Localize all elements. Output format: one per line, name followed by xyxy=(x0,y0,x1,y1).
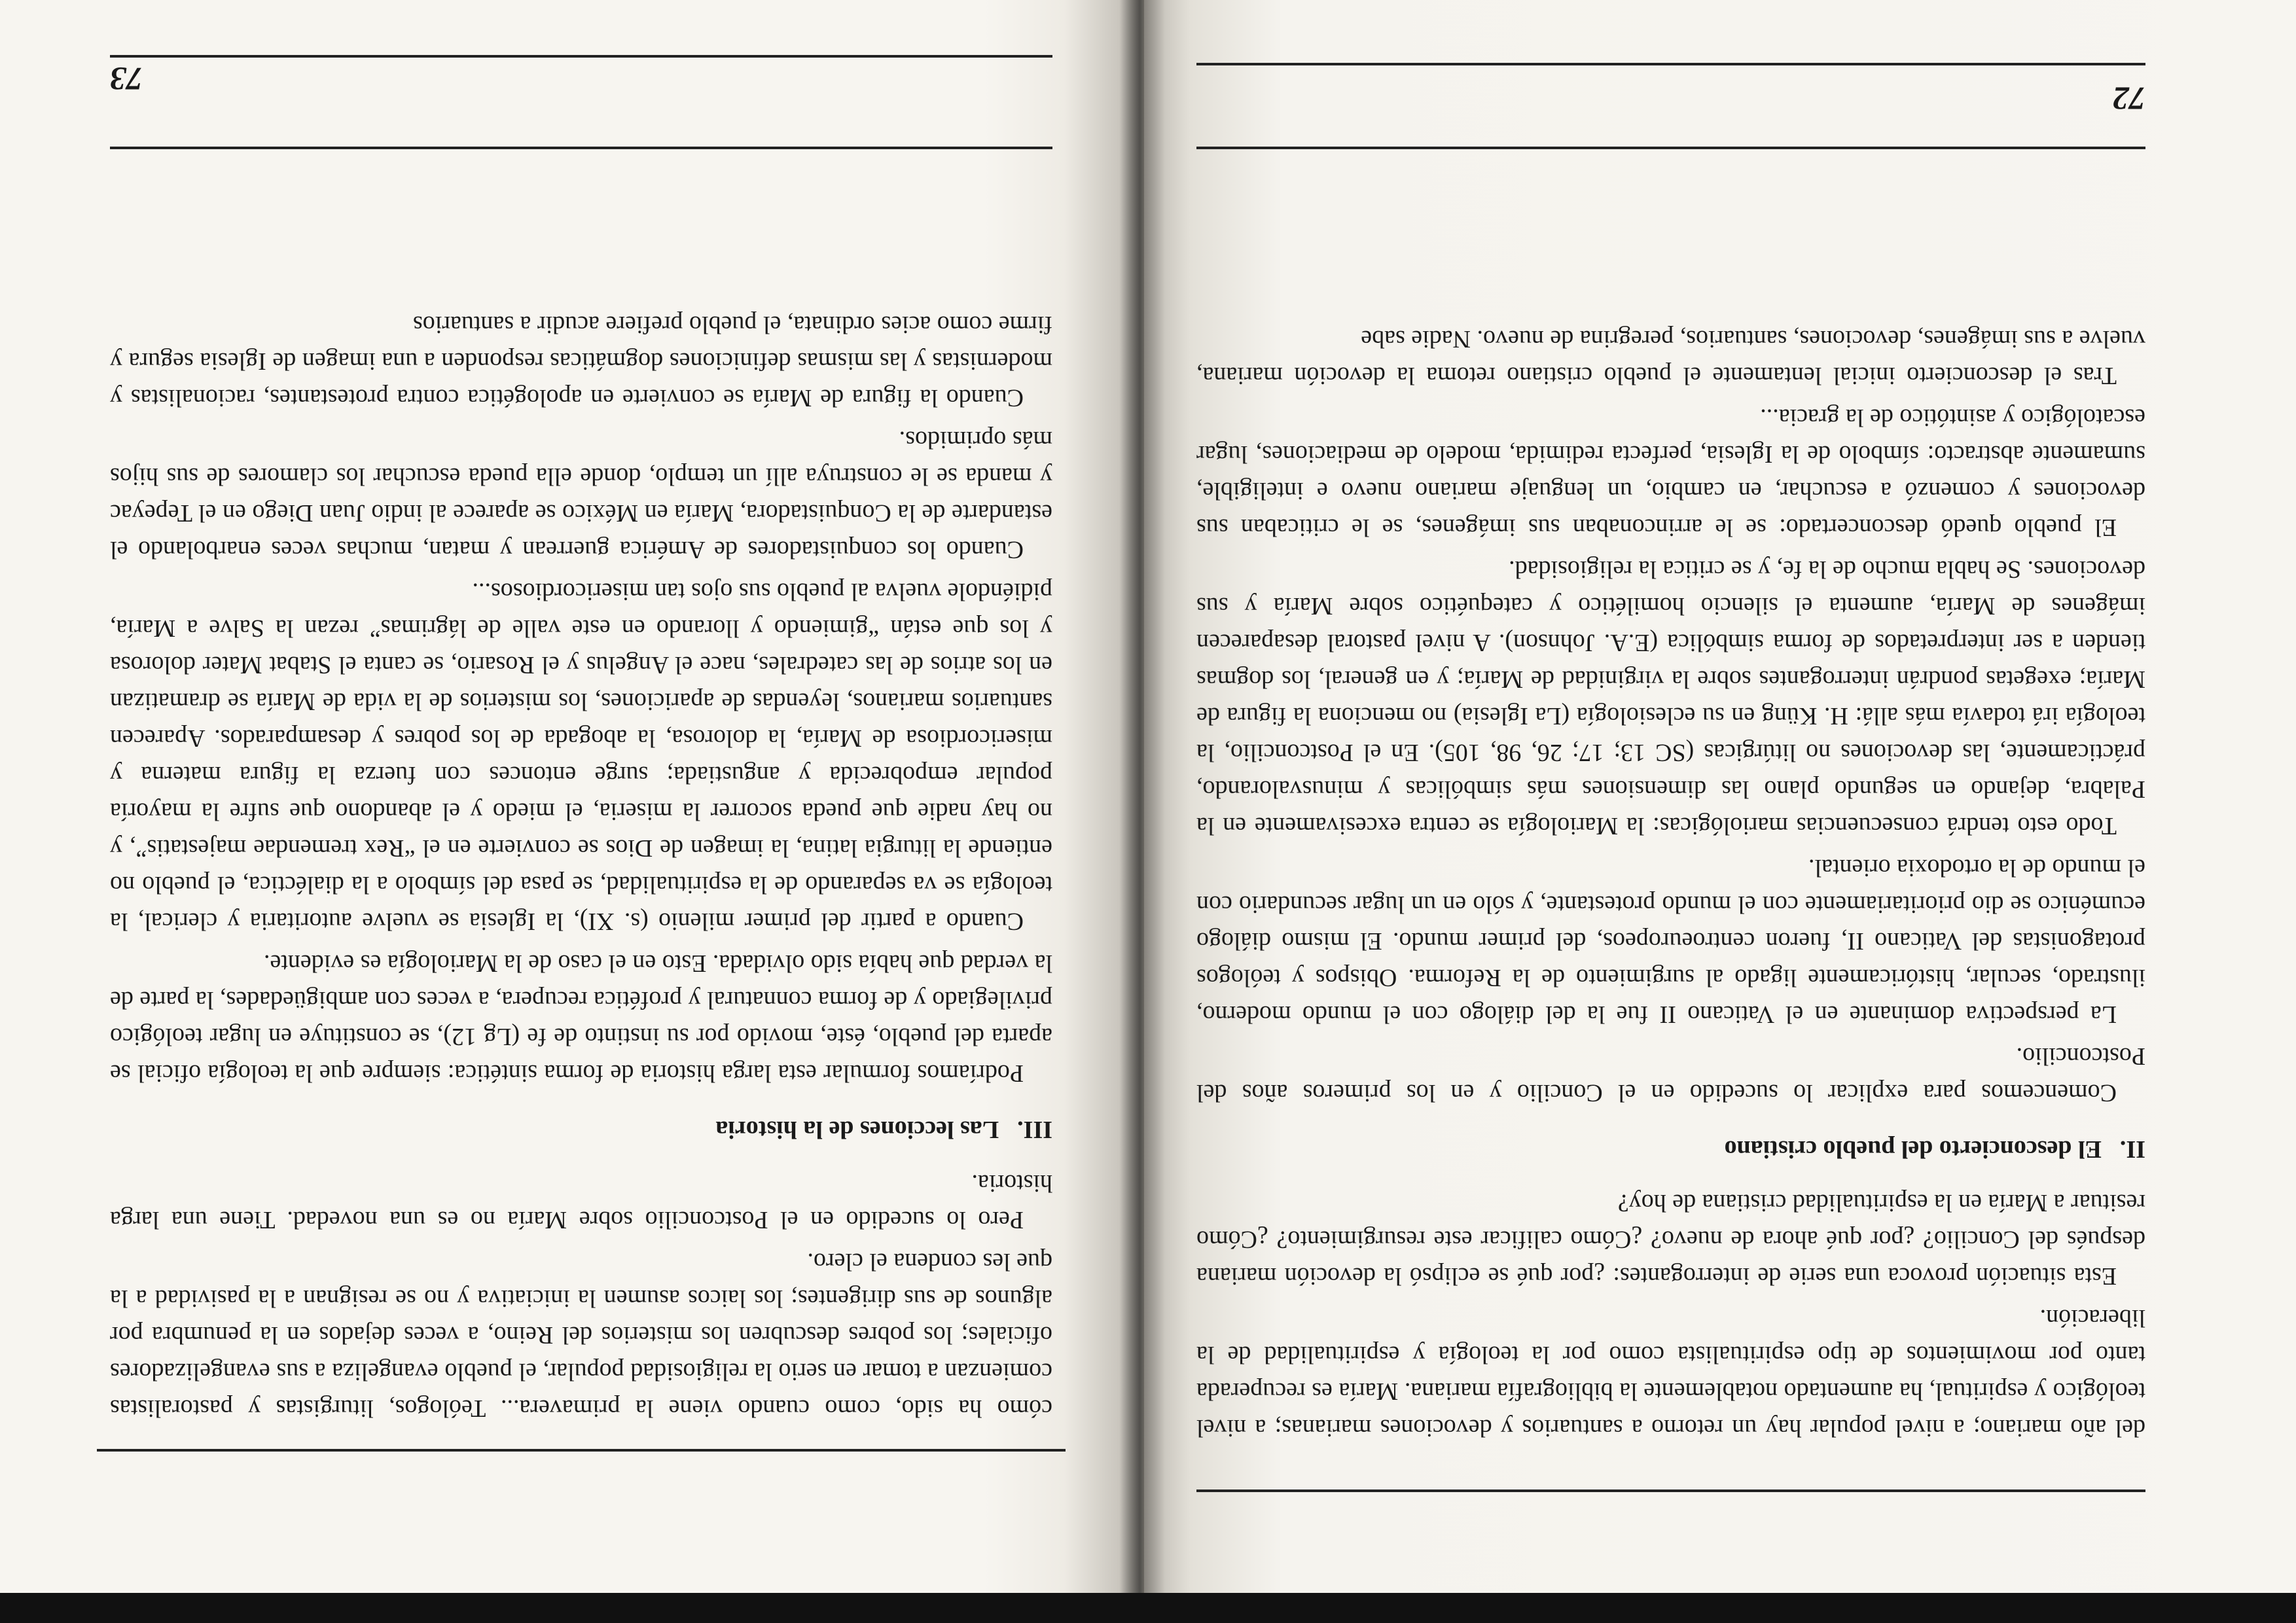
page-number: 73 xyxy=(110,61,143,98)
paragraph: Comencemos para explicar lo sucedido en el Concilio y en los primeros años del Postconcilio. xyxy=(1196,1043,2145,1107)
page-number: 72 xyxy=(2113,80,2145,117)
page-72-text xyxy=(1196,315,2145,1446)
section-number: II. xyxy=(2119,1135,2145,1163)
page-72 xyxy=(1144,0,2296,1623)
section-heading xyxy=(110,1111,1052,1148)
paragraph: Esta situación provoca una serie de interrogantes: ¿por qué se eclipsó la devoción mariana después del Concilio? ¿por qué ahora de nuevo? ¿Cómo calificar este resurgimiento? ¿Cómo resituar a María en la espiritualidad cristiana de hoy? xyxy=(1196,1189,2145,1290)
top-rule xyxy=(97,1449,1066,1452)
page-73 xyxy=(0,0,1144,1623)
section-title: El desconcierto del pueblo cristiano xyxy=(1724,1135,2102,1163)
top-rule xyxy=(1196,1489,2145,1492)
paragraph: Todo esto tendrá consecuencias mariológicas: la Mariología se centra excesivamente en la Palabra, dejando en segundo plano las dimensiones más simbólicas y minusvalorando, prácticamente, las devociones no litúrgicas (SC 13; 17; 26, 98, 105). En el Postconcilio, la teología irá todavía más allá: H. Küng en su eclesiología (La Iglesia) no menciona la figura de María; exegetas pondrán interrogantes sobre la virginidad de María; y en general, los dogmas tienden a ser interpretados de forma simbólica (E.A. Johnson). A nivel pastoral desaparecen imágenes de María, aumenta el silencio homilético y catequético sobre María y sus devociones. Se habla mucho de la fe, y se critica la religiosidad. xyxy=(1196,556,2145,840)
paragraph: La perspectiva dominante en el Vaticano II fue la del diálogo con el mundo moderno, ilustrado, secular, históricamente ligado al surgimiento de la Reforma. Obispos y teólogos protagonistas del Vaticano II, fueron centroeuropeos, del primer mundo. El mismo diálogo ecuménico se dio prioritariamente con el mundo protestante, y sólo en un lugar secundario con el mundo de la ortodoxia oriental. xyxy=(1196,854,2145,1028)
paragraph: Pero lo sucedido en el Postconcilio sobre María no es una novedad. Tiene una larga historia. xyxy=(110,1169,1052,1234)
paragraph: Podríamos formular esta larga historia de forma sintética: siempre que la teología oficial se aparta del pueblo, éste, movido por su instinto de fe (Lg 12), se constituye en lugar teológico privilegiado y de forma connatural y profética recupera, a veces con ambigüedades, la parte de la verdad que había sido olvidada. Esto en el caso de la Mariología es evidente. xyxy=(110,950,1052,1087)
paragraph: El pueblo quedó desconcertado: se le arrinconaban sus imágenes, se le criticaban sus devociones y comenzó a escuchar, en cambio, un lenguaje mariano nuevo e inteligible, sumamente abstracto: símbolo de la Iglesia, perfecta redimida, modelo de mediaciones, lugar escatológico y asintótico de la gracia... xyxy=(1196,404,2145,541)
footer-rule xyxy=(110,147,1052,149)
section-title: Las lecciones de la historia xyxy=(715,1116,999,1143)
section-number: III. xyxy=(1017,1116,1052,1143)
paragraph: Cuando a partir del primer milenio (s. XI), la Iglesia se vuelve autoritaria y clerical, la teología se va separando de la espiritualidad, se pasa del símbolo a la dialéctica, el pueblo no entiende la liturgia latina, la imagen de Dios se convierte en el “Rex tremendae majestatis”, y no hay nadie que pueda socorrer la miseria, el miedo y el abandono que sufre la mayoría popular empobrecida y angustiada; surge entonces con fuerza la figura materna y misericordiosa de María, la dolorosa, la abogada de los pobres y desamparados. Aparecen santuarios marianos, leyendas de apariciones, los misterios de la vida de María se dramatizan en los atrios de las catedrales, nace el Angelus y el Rosario, se canta el Stabat Mater dolorosa y los que están “gimiendo y llorando en este valle de lágrimas” rezan la Salve a María, pidiéndole vuelva al pueblo sus ojos tan misericordiosos... xyxy=(110,578,1052,935)
paragraph: Tras el desconcierto inicial lentamente el pueblo cristiano retoma la devoción mariana, vuelve a sus imágenes, devociones, santuarios, peregrina de nuevo. Nadie sabe xyxy=(1196,325,2145,389)
paragraph: del año mariano; a nivel popular hay un retorno a santuarios y devociones marianas; a nivel teológico y espiritual, ha aumentado notablemente la bibliografía mariana. María es recuperada tanto por movimientos de tipo espiritualista como por la teología y espiritualidad de la liberación. xyxy=(1196,1304,2145,1442)
paragraph: cómo ha sido, como cuando viene la primavera... Teólogos, liturgistas y pastoralistas comienzan a tomar en serio la religiosidad popular, el pueblo evangeliza a sus evangelizadores oficiales; los pobres descubren los misterios del Reino, a veces dejados en la penumbra por algunos de sus dirigentes; los laicos asumen la iniciativa y no se resignan a la pasividad a la que les condena el clero. xyxy=(110,1248,1052,1422)
page-73-text xyxy=(110,301,1052,1427)
footer-rule-lower xyxy=(110,55,1052,58)
book-gutter xyxy=(1119,0,1165,1623)
paragraph: Cuando los conquistadores de América guerrean y matan, muchas veces enarbolando el estandarte de la Conquistadora, María en México se aparece al indio Juan Diego en el Tepeyac y manda se le construya allí un templo, donde ella pueda escuchar los clamores de sus hijos más oprimidos. xyxy=(110,426,1052,563)
section-heading xyxy=(1196,1131,2145,1168)
paragraph: Cuando la figura de María se convierte en apologética contra protestantes, racionalistas y modernistas y las mismas definiciones dogmáticas responden a una imagen de Iglesia segura y firme como acies ordinata, el pueblo prefiere acudir a santuarios xyxy=(110,311,1052,412)
footer-rule xyxy=(1196,147,2145,149)
scanner-edge xyxy=(0,1593,2296,1623)
footer-rule-lower xyxy=(1196,63,2145,65)
